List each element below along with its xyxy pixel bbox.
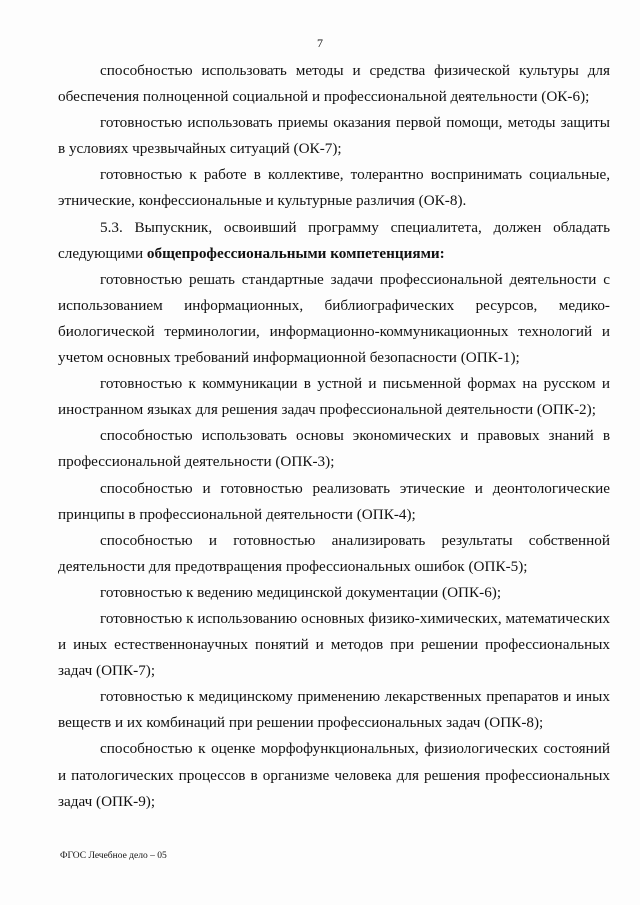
paragraph-opk-5: способностью и готовностью анализировать результаты собственной деятельности для предотвращения профессиональных ошибок (ОПК-5); <box>58 531 610 575</box>
paragraph-opk-9: способностью к оценке морфофункциональных, физиологических состояний и патологических процессов в организме человека для решения профессиональных задач (ОПК-9); <box>58 740 610 810</box>
section-5-3-bold-heading: общепрофессиональными компетенциями: <box>146 244 445 262</box>
paragraph-opk-4: способностью и готовностью реализовать этические и деонтологические принципы в профессиональной деятельности (ОПК-4); <box>58 479 610 523</box>
section-5-3-text: 5.3. Выпускник, освоивший программу специалитета, должен обладать следующими <box>58 218 610 262</box>
paragraph-section-5-3 <box>58 215 610 267</box>
paragraph-opk-7: готовностью к использованию основных физико-химических, математических и иных естественнонаучных понятий и методов при решении профессиональных задач (ОПК-7); <box>58 609 610 680</box>
paragraph-opk-2: готовностью к коммуникации в устной и письменной формах на русском и иностранном языках для решения задач профессиональной деятельности (ОПК-2); <box>58 375 610 419</box>
paragraph-ok-8: готовностью к работе в коллективе, толерантно воспринимать социальные, этнические, конфессиональные и культурные различия (ОК-8). <box>58 166 610 210</box>
page-footer: ФГОС Лечебное дело – 05 <box>60 851 167 861</box>
paragraph-opk-1: готовностью решать стандартные задачи профессиональной деятельности с использованием информационных, библиографических ресурсов, медико-биологической терминологии, информационно-коммуникационных технологий и учетом основных требований информационной безопасности (ОПК-1); <box>58 270 610 367</box>
paragraph-opk-6: готовностью к ведению медицинской документации (ОПК-6); <box>100 583 502 601</box>
paragraph-ok-6: способностью использовать методы и средства физической культуры для обеспечения полноценной социальной и профессиональной деятельности (ОК-6); <box>58 62 610 106</box>
paragraph-ok-7: готовностью использовать приемы оказания первой помощи, методы защиты в условиях чрезвычайных ситуаций (ОК-7); <box>58 114 610 158</box>
document-body <box>58 58 610 815</box>
paragraph-opk-3: способностью использовать основы экономических и правовых знаний в профессиональной деятельности (ОПК-3); <box>58 427 610 471</box>
paragraph-opk-8: готовностью к медицинскому применению лекарственных препаратов и иных веществ и их комбинаций при решении профессиональных задач (ОПК-8); <box>58 688 610 732</box>
page-number: 7 <box>317 36 323 50</box>
